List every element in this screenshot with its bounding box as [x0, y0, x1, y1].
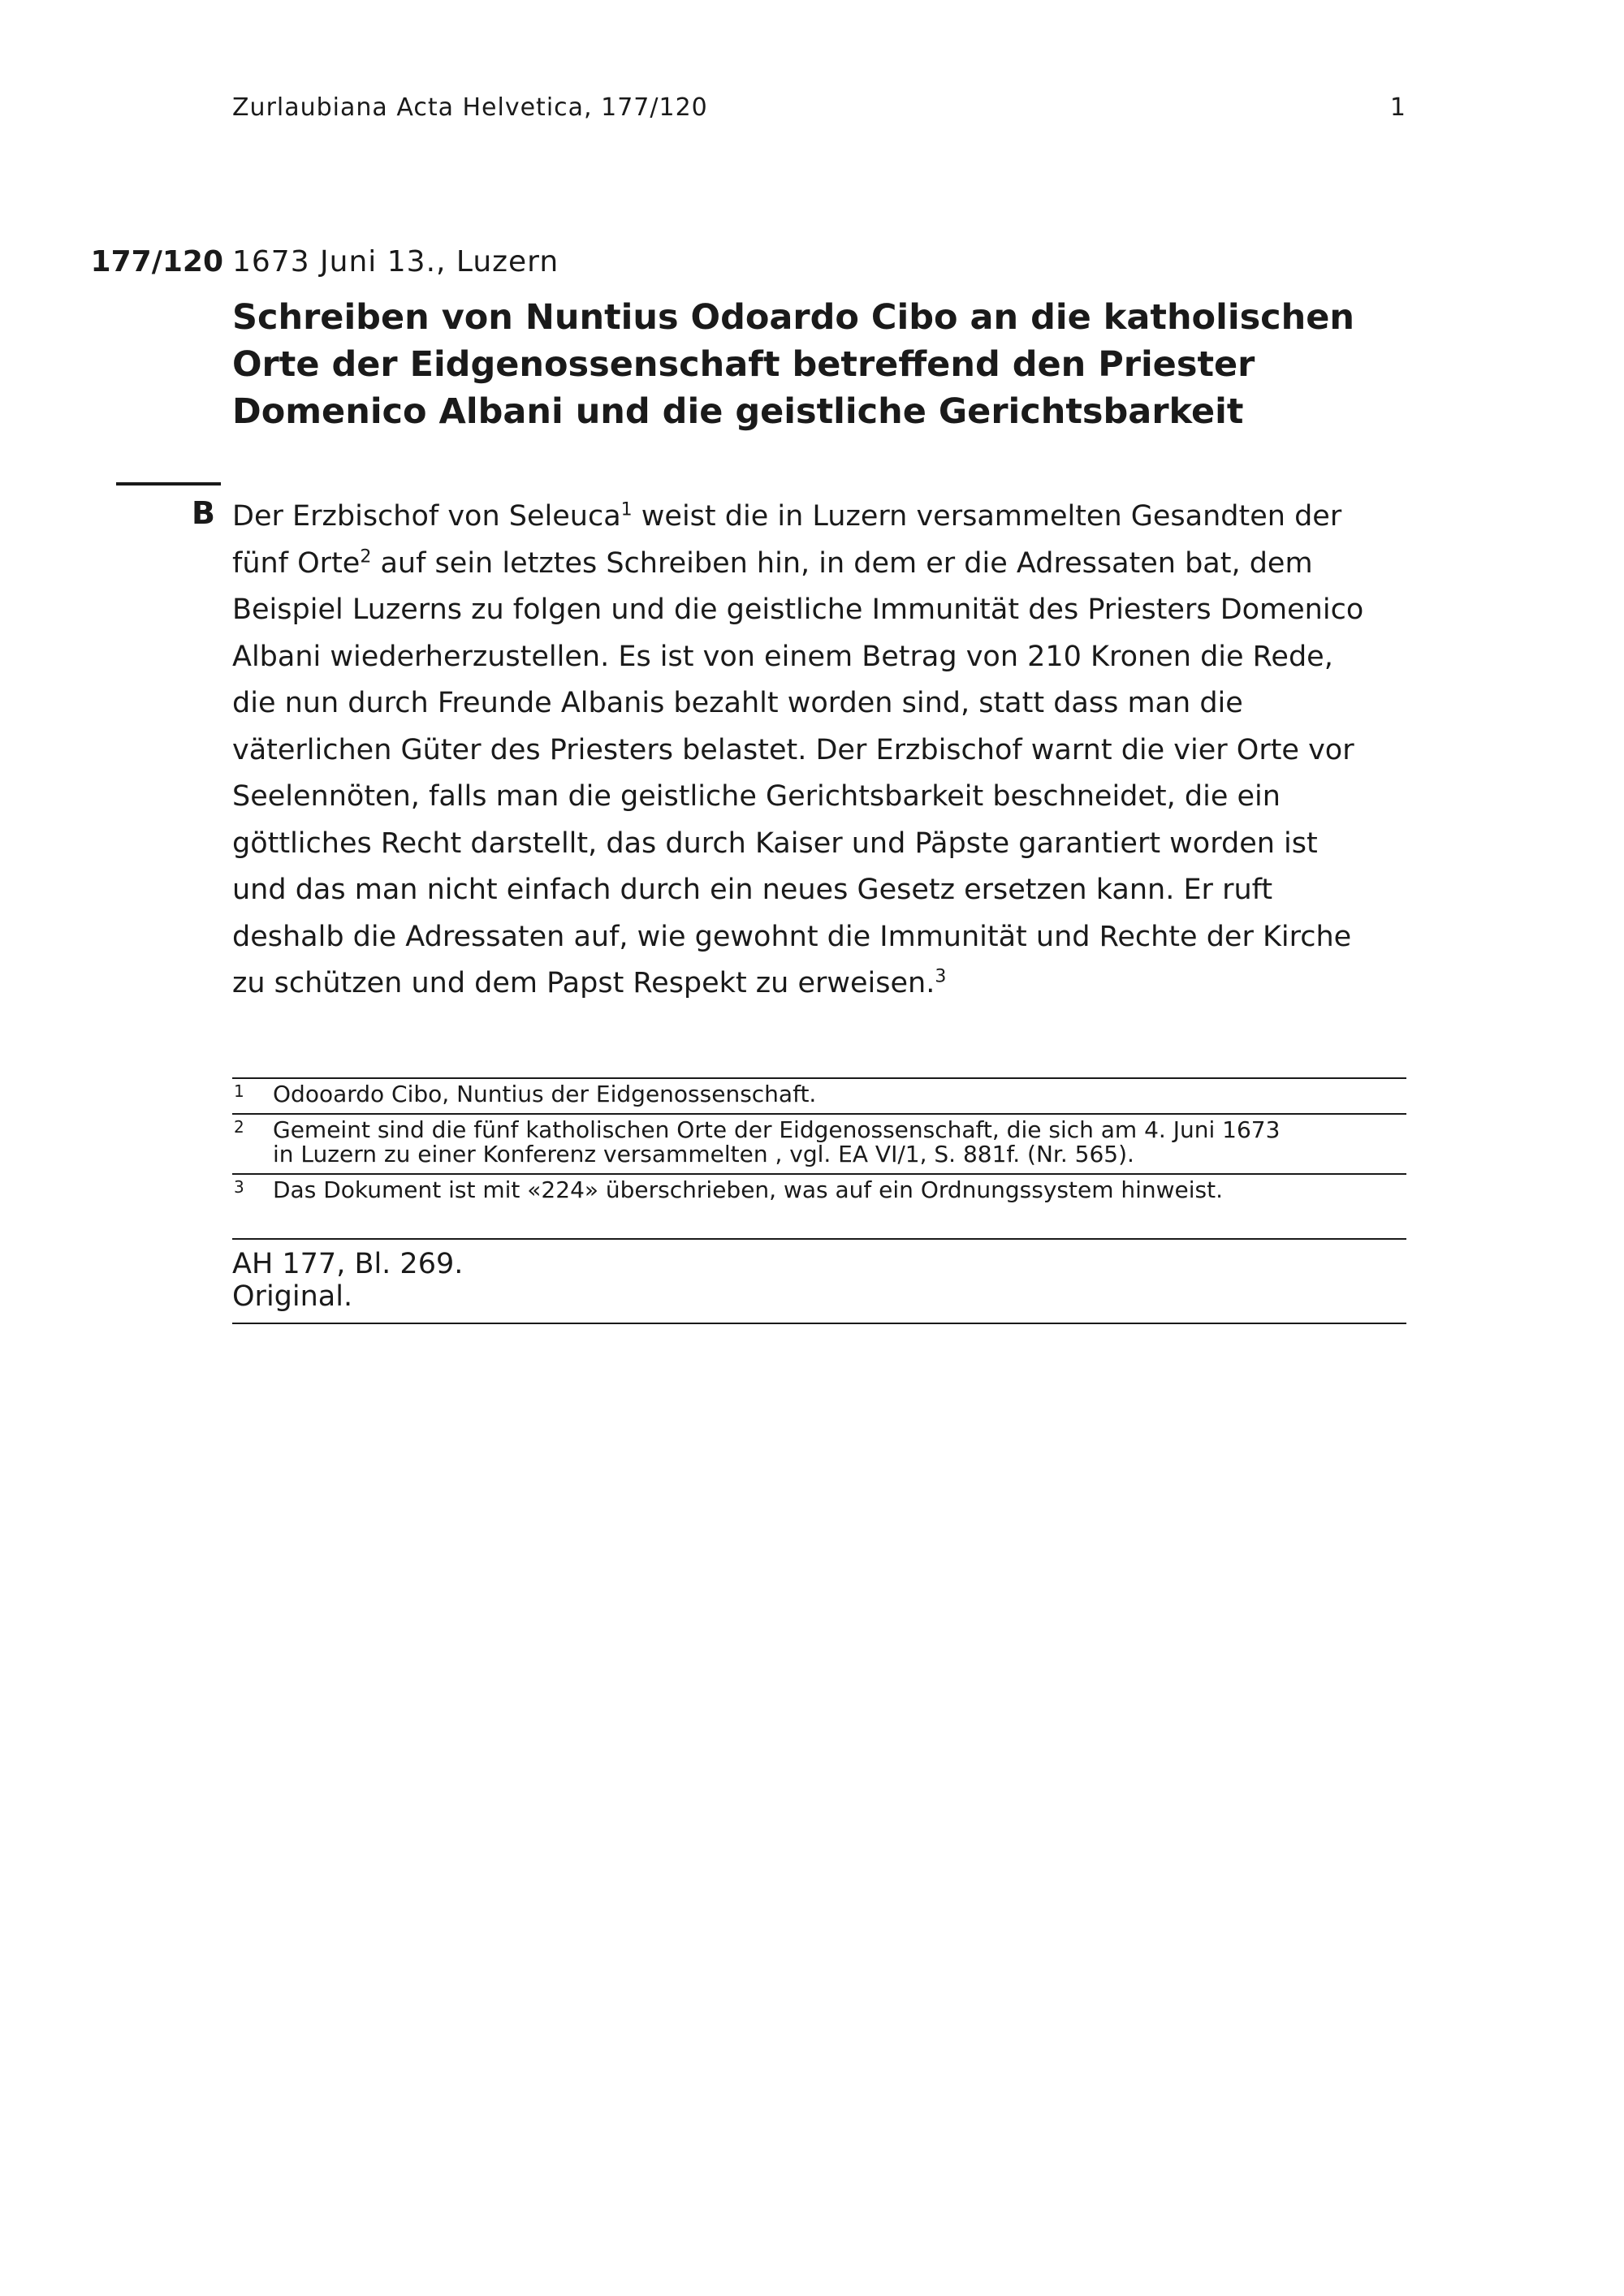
- footnote-mark: 1: [234, 1081, 244, 1101]
- footnote: [232, 1173, 1406, 1209]
- body-line: Seelennöten, falls man die geistliche Gerichtsbarkeit beschneidet, die ein: [232, 780, 1281, 813]
- footnote-ref[interactable]: 3: [935, 966, 947, 987]
- footnote-text: Gemeint sind die fünf katholischen Orte der Eidgenossenschaft, die sich am 4. Juni 1673: [273, 1116, 1281, 1143]
- body-line: die nun durch Freunde Albanis bezahlt worden sind, statt dass man die: [232, 687, 1243, 719]
- document-date-place: 1673 Juni 13., Luzern: [232, 245, 559, 278]
- section-letter: B: [192, 495, 215, 531]
- footnote-text: Odooardo Cibo, Nuntius der Eidgenossenschaft.: [273, 1081, 817, 1107]
- body-text: [232, 494, 1402, 1008]
- body-line: Der Erzbischof von Seleuca$^1$ weist die in Luzern versammelten Gesandten der: [232, 499, 1342, 533]
- body-line: deshalb die Adressaten auf, wie gewohnt die Immunität und Rechte der Kirche: [232, 920, 1352, 953]
- footnote-text: Das Dokument ist mit «224» überschrieben, was auf ein Ordnungssystem hinweist.: [273, 1176, 1224, 1203]
- document-title: Schreiben von Nuntius Odoardo Cibo an die katholischen Orte der Eidgenossenschaft betreffend den Priester Domenico Albani und die geistliche Gerichtsbarkeit: [232, 297, 1355, 432]
- footnote-mark: 3: [234, 1177, 244, 1197]
- footnote: [232, 1113, 1406, 1173]
- body-line: fünf Orte$^2$ auf sein letztes Schreiben hin, in dem er die Adressaten bat, dem: [232, 546, 1313, 580]
- body-line: väterlichen Güter des Priesters belastet. Der Erzbischof warnt die vier Orte vor: [232, 733, 1354, 766]
- document-number: 177/120: [90, 245, 223, 278]
- footnote-ref[interactable]: 2: [360, 546, 372, 567]
- footnote-mark: 2: [234, 1117, 244, 1137]
- running-header: [232, 93, 1406, 122]
- body-line: Beispiel Luzerns zu folgen und die geistliche Immunität des Priesters Domenico: [232, 593, 1364, 626]
- running-title: Zurlaubiana Acta Helvetica, 177/120: [232, 93, 708, 122]
- footnotes: [232, 1077, 1406, 1209]
- footnote-ref[interactable]: 1: [620, 499, 633, 520]
- source-type: Original.: [232, 1280, 353, 1313]
- source-signature: AH 177, Bl. 269.: [232, 1248, 464, 1280]
- page-number: 1: [1389, 93, 1406, 122]
- source-info: [232, 1238, 1406, 1324]
- body-line: göttliches Recht darstellt, das durch Kaiser und Päpste garantiert worden ist: [232, 826, 1318, 860]
- body-line: und das man nicht einfach durch ein neues Gesetz ersetzen kann. Er ruft: [232, 874, 1273, 906]
- body-line: Albani wiederherzustellen. Es ist von einem Betrag von 210 Kronen die Rede,: [232, 640, 1333, 673]
- footnote: [232, 1077, 1406, 1113]
- footnote-text: in Luzern zu einer Konferenz versammelten , vgl. EA VI/1, S. 881f. (Nr. 565).: [273, 1141, 1134, 1167]
- margin-rule: [116, 482, 221, 486]
- body-line: zu schützen und dem Papst Respekt zu erweisen.$^3$: [232, 966, 947, 999]
